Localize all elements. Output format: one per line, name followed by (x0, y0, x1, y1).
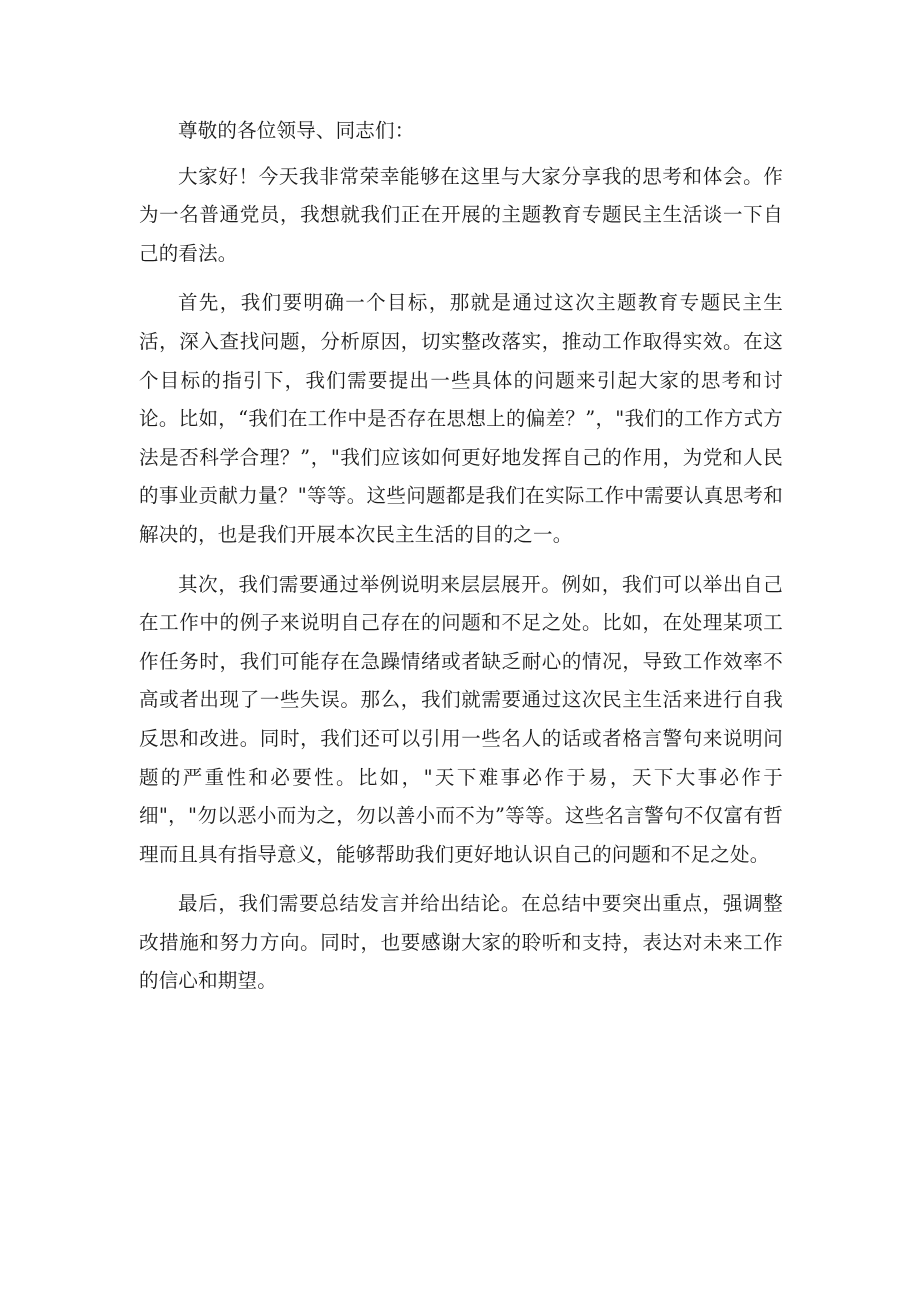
paragraph-greeting: 大家好！今天我非常荣幸能够在这里与大家分享我的思考和体会。作为一名普通党员，我想就我们正在开展的主题教育专题民主生活谈一下自己的看法。 (139, 164, 783, 265)
paragraph-second: 其次，我们需要通过举例说明来层层展开。例如，我们可以举出自己在工作中的例子来说明自己存在的问题和不足之处。比如，在处理某项工作任务时，我们可能存在急躁情绪或者缺乏耐心的情况，导致工作效率不高或者出现了一些失误。那么，我们就需要通过这次民主生活来进行自我反思和改进。同时，我们还可以引用一些名人的话或者格言警句来说明问题的严重性和必要性。比如，"天下难事必作于易，天下大事必作于细"，"勿以恶小而为之，勿以善小而不为”等等。这些名言警句不仅富有哲理而且具有指导意义，能够帮助我们更好地认识自己的问题和不足之处。 (139, 572, 783, 866)
paragraph-first: 首先，我们要明确一个目标，那就是通过这次主题教育专题民主生活，深入查找问题，分析原因，切实整改落实，推动工作取得实效。在这个目标的指引下，我们需要提出一些具体的问题来引起大家的思考和讨论。比如，“我们在工作中是否存在思想上的偏差？”，"我们的工作方式方法是否科学合理？”，"我们应该如何更好地发挥自己的作用，为党和人民的事业贡献力量？"等等。这些问题都是我们在实际工作中需要认真思考和解决的，也是我们开展本次民主生活的目的之一。 (139, 291, 783, 546)
document-body (139, 112, 783, 1012)
paragraph-conclusion: 最后，我们需要总结发言并给出结论。在总结中要突出重点，强调整改措施和努力方向。同时，也要感谢大家的聆听和支持，表达对未来工作的信心和期望。 (139, 892, 783, 993)
salutation: 尊敬的各位领导、同志们： (178, 119, 415, 142)
